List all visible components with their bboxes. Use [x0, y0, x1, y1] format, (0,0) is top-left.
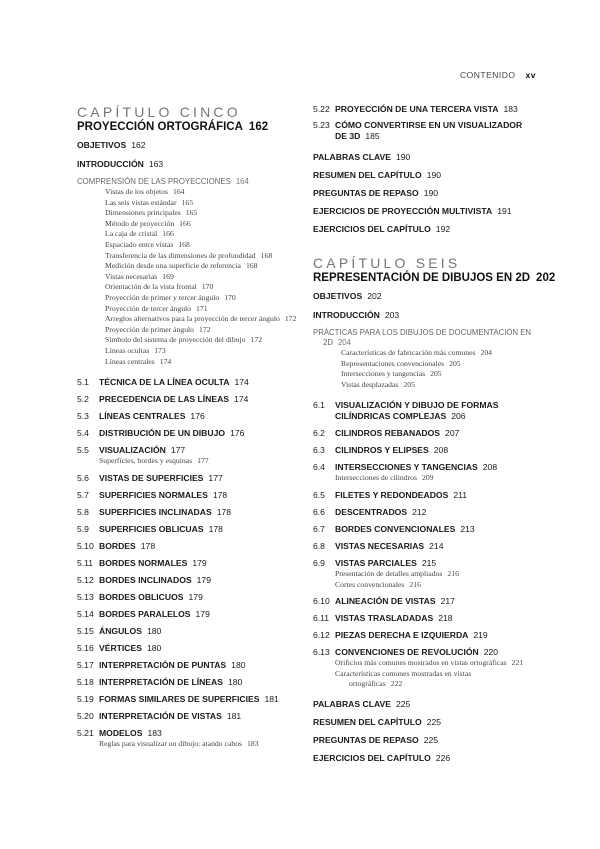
toc-subentry[interactable]: Proyección de tercer ángulo 171 — [105, 303, 208, 313]
toc-section[interactable] — [77, 177, 287, 187]
toc-item[interactable]: 6.6 DESCENTRADOS 212 — [313, 506, 427, 517]
toc-subentry[interactable]: Superficies, bordes y esquinas 177 — [99, 456, 209, 466]
entry-title: INTRODUCCIÓN — [77, 159, 144, 169]
toc-item[interactable]: 6.4 INTERSECCIONES Y TANGENCIAS 208 Intersecciones de cilindros 209 — [313, 462, 548, 484]
toc-item[interactable]: 6.10 ALINEACIÓN DE VISTAS 217 — [313, 596, 455, 607]
right-column — [313, 104, 556, 770]
toc-subentry[interactable]: Espaciado entre vistas 168 — [105, 239, 190, 249]
toc-subentry[interactable]: Características comunes mostradas en vistas ortográficas 222 — [335, 668, 472, 689]
toc-item[interactable]: 5.4 DISTRIBUCIÓN DE UN DIBUJO 176 — [77, 428, 245, 439]
chapter-label: CAPÍTULO CINCO — [77, 104, 241, 120]
subentry-list — [77, 187, 297, 367]
chapter-title[interactable] — [77, 120, 287, 134]
toc-item[interactable]: 5.18 INTERPRETACIÓN DE LÍNEAS 180 — [77, 676, 243, 687]
toc-subentry[interactable]: Método de proyección 166 — [105, 218, 191, 228]
toc-subentry[interactable]: Las seis vistas estándar 165 — [105, 197, 194, 207]
toc-subentry[interactable]: Arreglos alternativos para la proyección de tercer ángulo 172 — [105, 314, 297, 324]
toc-item[interactable]: 5.21 MODELOS 183 Reglas para visualizar un dibujo: atando cabos 183 — [77, 728, 287, 750]
toc-subentry[interactable]: Medición desde una superficie de referencia 168 — [105, 261, 258, 271]
toc-subentry[interactable]: La caja de cristal 166 — [105, 229, 174, 239]
toc-entry[interactable] — [77, 158, 287, 170]
toc-subentry[interactable]: Líneas ocultas 173 — [105, 345, 166, 355]
chapter-title-text: PROYECCIÓN ORTOGRÁFICA — [77, 121, 243, 133]
toc-item[interactable]: 5.10 BORDES 178 — [77, 540, 156, 551]
left-column — [77, 104, 297, 749]
toc-item[interactable]: 5.13 BORDES OBLICUOS 179 — [77, 591, 203, 602]
toc-item[interactable]: 5.3 LÍNEAS CENTRALES 176 — [77, 411, 205, 422]
chapter-page: 162 — [248, 121, 269, 133]
toc-subentry[interactable]: Intersecciones y tangencias 205 — [341, 369, 442, 379]
entry-page: 163 — [148, 159, 164, 169]
toc-entry[interactable]: RESUMEN DEL CAPÍTULO 225 — [313, 716, 442, 727]
toc-entry[interactable]: INTRODUCCIÓN 203 — [313, 310, 400, 320]
toc-item[interactable]: 5.7 SUPERFICIES NORMALES 178 — [77, 489, 228, 500]
toc-item[interactable]: 5.9 SUPERFICIES OBLICUAS 178 — [77, 523, 223, 534]
toc-item[interactable]: 5.15 ÁNGULOS 180 — [77, 625, 162, 636]
chapter-page: 202 — [536, 272, 556, 284]
toc-subentry[interactable]: Cortes convencionales 216 — [335, 579, 421, 589]
entry-page: 162 — [131, 140, 146, 150]
toc-item[interactable]: 5.17 INTERPRETACIÓN DE PUNTAS 180 — [77, 659, 246, 670]
entry-title: COMPRENSIÓN DE LAS PROYECCIONES — [77, 177, 231, 186]
toc-item[interactable]: 5.14 BORDES PARALELOS 179 — [77, 608, 210, 619]
header-page-number: xv — [525, 70, 536, 80]
chapter-label: CAPÍTULO SEIS — [313, 255, 461, 271]
toc-entry[interactable]: PALABRAS CLAVE 190 — [313, 152, 411, 162]
toc-subentry[interactable]: Transferencia de las dimensiones de profundidad 168 — [105, 250, 273, 260]
toc-entry[interactable]: RESUMEN DEL CAPÍTULO 190 — [313, 170, 442, 180]
toc-item[interactable]: 5.11 BORDES NORMALES 179 — [77, 557, 207, 568]
toc-item[interactable]: 5.20 INTERPRETACIÓN DE VISTAS 181 — [77, 710, 242, 721]
toc-subentry[interactable]: Vistas necesarias 169 — [105, 271, 174, 281]
toc-item[interactable]: 5.2 PRECEDENCIA DE LAS LÍNEAS 174 — [77, 394, 249, 405]
toc-item[interactable]: 6.1 VISUALIZACIÓN Y DIBUJO DE FORMAS CILÍNDRICAS COMPLEJAS 206 — [313, 400, 499, 422]
chapter-title[interactable] — [313, 271, 556, 285]
subentry-list — [313, 348, 548, 390]
toc-item[interactable]: 5.8 SUPERFICIES INCLINADAS 178 — [77, 506, 232, 517]
toc-item[interactable]: 5.22 PROYECCIÓN DE UNA TERCERA VISTA 183 — [313, 104, 518, 114]
toc-item[interactable]: 5.19 FORMAS SIMILARES DE SUPERFICIES 181 — [77, 693, 279, 704]
toc-subentry[interactable]: Presentación de detalles ampliados 216 — [335, 568, 459, 578]
toc-subentry[interactable]: Intersecciones de cilindros 209 — [335, 473, 434, 483]
toc-subentry[interactable]: Reglas para visualizar un dibujo: atando cabos 183 — [99, 738, 259, 748]
toc-subentry[interactable]: Vistas de los objetos 164 — [105, 187, 185, 196]
toc-item[interactable]: 5.12 BORDES INCLINADOS 179 — [77, 574, 211, 585]
toc-entry[interactable]: EJERCICIOS DE PROYECCIÓN MULTIVISTA 191 — [313, 206, 512, 216]
toc-entry[interactable]: PREGUNTAS DE REPASO 225 — [313, 734, 439, 745]
toc-item[interactable]: 6.11 VISTAS TRASLADADAS 218 — [313, 613, 453, 624]
toc-item[interactable]: 6.8 VISTAS NECESARIAS 214 — [313, 540, 444, 551]
toc-item[interactable]: 6.2 CILINDROS REBANADOS 207 — [313, 428, 460, 439]
toc-entry[interactable]: OBJETIVOS 202 — [313, 291, 382, 301]
toc-item[interactable]: 6.5 FILETES Y REDONDEADOS 211 — [313, 489, 468, 500]
toc-subentry[interactable]: Proyección de primer ángulo 172 — [105, 324, 211, 334]
chapter-title-text: REPRESENTACIÓN DE DIBUJOS EN 2D — [313, 272, 531, 284]
toc-subentry[interactable]: Vistas desplazadas 205 — [341, 379, 415, 389]
toc-entry[interactable]: PALABRAS CLAVE 225 — [313, 698, 411, 709]
entry-title: OBJETIVOS — [77, 140, 127, 150]
running-header — [460, 70, 536, 80]
toc-subentry[interactable]: Símbolo del sistema de proyección del dibujo 172 — [105, 335, 263, 345]
entry-page: 164 — [235, 177, 249, 186]
toc-item[interactable]: 5.23 CÓMO CONVERTIRSE EN UN VISUALIZADOR DE 3D 185 — [313, 120, 523, 141]
toc-item[interactable]: 6.3 CILINDROS Y ELIPSES 208 — [313, 445, 449, 456]
toc-subentry[interactable]: Representaciones convencionales 205 — [341, 358, 461, 368]
toc-entry[interactable]: EJERCICIOS DEL CAPÍTULO 192 — [313, 224, 451, 234]
toc-section[interactable]: PRÁCTICAS PARA LOS DIBUJOS DE DOCUMENTACIÓN EN 2D 204 — [313, 328, 532, 347]
toc-item[interactable]: 5.1 TÉCNICA DE LA LÍNEA OCULTA 174 — [77, 377, 249, 388]
toc-item[interactable]: 5.5 VISUALIZACIÓN 177 Superficies, bordes y esquinas 177 — [77, 445, 287, 467]
toc-entry[interactable]: PREGUNTAS DE REPASO 190 — [313, 188, 439, 198]
toc-item[interactable]: 6.13 CONVENCIONES DE REVOLUCIÓN 220 Orificios más comunes mostrados en vistas ortográficas 221 Características comunes mostradas en vistas ortográficas 222 — [313, 647, 524, 689]
toc-item[interactable]: 6.7 BORDES CONVENCIONALES 213 — [313, 523, 475, 534]
toc-item[interactable]: 6.9 VISTAS PARCIALES 215 Presentación de detalles ampliados 216 Cortes convencionales 216 — [313, 558, 548, 590]
toc-item[interactable]: 5.16 VÉRTICES 180 — [77, 642, 162, 653]
toc-subentry[interactable]: Características de fabricación más comunes 204 — [341, 348, 493, 357]
toc-subentry[interactable]: Líneas centrales 174 — [105, 356, 172, 366]
toc-subentry[interactable]: Orificios más comunes mostrados en vistas ortográficas 221 — [335, 658, 524, 668]
toc-subentry[interactable]: Proyección de primer y tercer ángulo 170 — [105, 292, 236, 302]
toc-item[interactable]: 5.6 VISTAS DE SUPERFICIES 177 — [77, 472, 223, 483]
toc-entry[interactable] — [77, 139, 287, 151]
toc-subentry[interactable]: Dimensiones principales 165 — [105, 208, 198, 218]
header-section: CONTENIDO — [460, 70, 516, 80]
toc-entry[interactable]: EJERCICIOS DEL CAPÍTULO 226 — [313, 752, 451, 763]
toc-item[interactable]: 6.12 PIEZAS DERECHA E IZQUIERDA 219 — [313, 630, 488, 641]
toc-subentry[interactable]: Orientación de la vista frontal 170 — [105, 282, 214, 292]
